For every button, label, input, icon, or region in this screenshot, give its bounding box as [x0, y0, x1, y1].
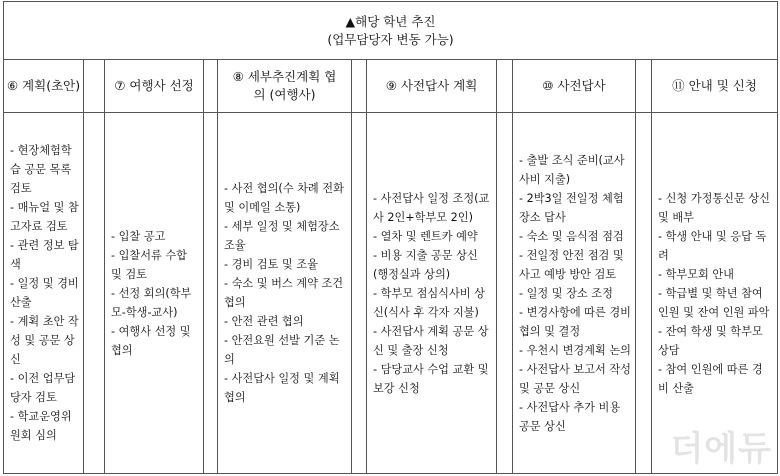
list-item: - 안전 관련 협의 — [224, 315, 304, 328]
column-header-plan: ⑥ 계획(초안) — [4, 60, 84, 113]
list-item: - 사전답사 보고서 작성 및 공문 상신 — [519, 362, 631, 395]
list-item: - 학급별 및 학년 참여 인원 및 잔여 인원 파악 — [658, 286, 770, 319]
process-table — [3, 1, 778, 474]
column-separator — [84, 60, 105, 113]
list-item: - 잔여 학생 및 학부모 상담 — [658, 324, 763, 357]
column-separator — [497, 60, 513, 113]
list-item: - 숙소 및 버스 계약 조건 협의 — [224, 277, 344, 309]
list-item: - 참여 인원에 따른 경비 산출 — [658, 362, 763, 395]
column-header-survey: ⑩ 사전답사 — [513, 60, 636, 113]
list-item: - 이전 업무담당자 검토 — [10, 372, 76, 404]
item-list — [218, 179, 351, 407]
column-separator — [204, 113, 218, 474]
list-item: - 입찰서류 수합 및 검토 — [111, 248, 187, 281]
list-item: - 학생 안내 및 응답 독려 — [658, 229, 767, 262]
list-item: - 사전 협의(수 차례 전화 및 이메일 소통) — [224, 182, 344, 214]
item-list — [367, 189, 496, 398]
list-item: - 변경사항에 따른 경비 협의 및 결정 — [519, 305, 631, 338]
list-item: - 안전요원 선발 기준 논의 — [224, 334, 340, 366]
watermark-logo: 더에듀 — [670, 429, 772, 469]
column-header-agency: ⑦ 여행사 선정 — [105, 60, 204, 113]
list-item: - 사전답사 일정 및 계획 협의 — [224, 372, 340, 404]
column-separator — [84, 113, 105, 474]
list-item: - 현장체험학습 공문 목록 검토 — [10, 144, 72, 195]
list-item: - 매뉴얼 및 참고자료 검토 — [10, 201, 79, 233]
table-header-cell — [4, 2, 778, 60]
list-item: - 일정 및 경비 산출 — [10, 277, 79, 309]
header-subtitle: (업무담당자 변동 가능) — [327, 31, 454, 47]
list-item: - 계획 초안 작성 및 공문 상신 — [10, 315, 79, 366]
list-item: - 학교운영위원회 심의 — [10, 410, 72, 442]
list-item: - 일정 및 장소 조정 — [519, 286, 613, 300]
column-separator — [204, 60, 218, 113]
column-body-survey — [513, 113, 636, 474]
column-body-detail-plan — [218, 113, 352, 474]
column-body-plan — [4, 113, 84, 474]
column-separator — [352, 113, 367, 474]
item-list — [513, 151, 635, 436]
list-item: - 입찰 공고 — [111, 229, 166, 243]
column-header-notice: ⑪ 안내 및 신청 — [652, 60, 778, 113]
list-item: - 사전답사 일정 조정(교사 2인+학부모 2인) — [373, 191, 490, 224]
list-item: - 경비 검토 및 조율 — [224, 258, 318, 271]
item-list — [652, 189, 777, 398]
list-item: - 신청 가정통신문 상신 및 배부 — [658, 191, 770, 224]
column-separator — [497, 113, 513, 474]
column-body-agency — [105, 113, 204, 474]
list-item: - 2박3일 전일정 체험장소 답사 — [519, 191, 624, 224]
list-item: - 숙소 및 음식점 점검 — [519, 229, 624, 243]
header-title: ▲해당 학년 추진 — [345, 13, 436, 29]
column-header-survey-plan: ⑨ 사전답사 계획 — [367, 60, 497, 113]
list-item: - 사전답사 추가 비용 공문 상신 — [519, 400, 621, 433]
list-item: - 학부모회 안내 — [658, 267, 734, 281]
list-item: - 여행사 선정 및 협의 — [111, 324, 191, 357]
list-item: - 담당교사 수업 교환 및 보강 신청 — [373, 362, 489, 395]
column-header-detail-plan-label: ⑧ 세부추진계획 협의 (여행사) — [232, 69, 337, 102]
column-body-notice — [652, 113, 778, 474]
column-body-survey-plan — [367, 113, 497, 474]
list-item: - 우천시 변경계획 논의 — [519, 343, 631, 357]
list-item: - 출발 조식 준비(교사 사비 지출) — [519, 153, 625, 186]
list-item: - 전일정 안전 점검 및 사고 예방 방안 검토 — [519, 248, 624, 281]
item-list — [105, 227, 203, 360]
list-item: - 열차 및 렌트카 예약 — [373, 229, 478, 243]
column-separator — [636, 60, 652, 113]
column-separator — [352, 60, 367, 113]
column-separator — [636, 113, 652, 474]
list-item: - 관련 정보 탐색 — [10, 239, 79, 271]
list-item: - 학부모 점심식사비 상신(식사 후 각자 지불) — [373, 286, 485, 319]
list-item: - 세부 일정 및 체험장소 조율 — [224, 220, 340, 252]
item-list — [4, 141, 83, 445]
column-header-detail-plan — [218, 60, 352, 113]
list-item: - 비용 지출 공문 상신(행정실과 상의) — [373, 248, 478, 281]
list-item: - 사전답사 계획 공문 상신 및 출장 신청 — [373, 324, 489, 357]
list-item: - 선정 회의(학부모-학생-교사) — [111, 286, 192, 319]
